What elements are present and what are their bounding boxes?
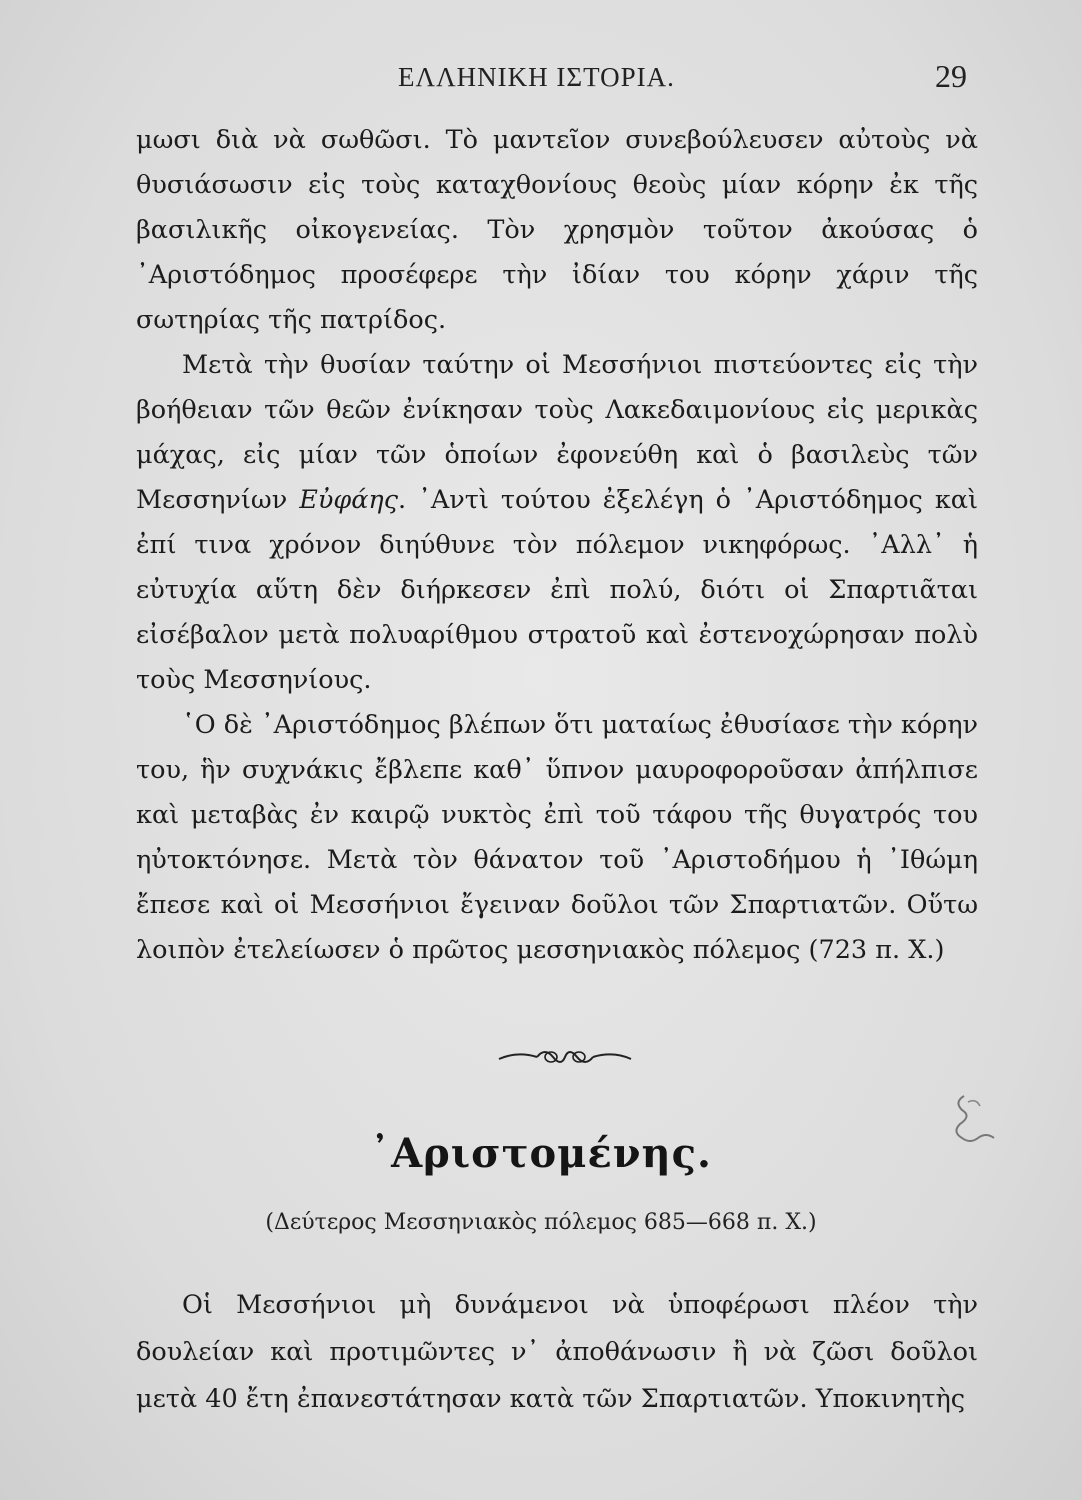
paragraph-2-part-b: . ᾿Αντὶ τούτου ἐξελέγη ὁ ᾿Αριστόδημος καὶ ἐπί τινα χρόνον διηύθυνε τὸν πόλεμον νικηφόρως. ᾿Αλλ᾿ ἡ εὐτυχία αὕτη δὲν διήρκεσεν ἐπὶ πολύ, διότι οἱ Σπαρτιᾶται εἰσέβαλον μετὰ πολυαρίθμου στρατοῦ καὶ ἐστενοχώρησαν πολὺ τοὺς Μεσσηνίους.	[136, 485, 978, 695]
section-title: ᾿Αριστομένης.	[370, 1130, 712, 1177]
section-subtitle: (Δεύτερος Μεσσηνιακὸς πόλεμος 685—668 π. Χ.)	[265, 1210, 817, 1235]
running-title: ΕΛΛΗΝΙΚΗ ΙΣΤΟΡΙΑ.	[398, 62, 675, 92]
section-2-text	[136, 1282, 978, 1423]
paragraph-2-part-a: Μετὰ τὴν θυσίαν ταύτην οἱ Μεσσήνιοι πιστεύοντες εἰς τὴν βοήθειαν τῶν θεῶν ἐνίκησαν τοὺς Λακεδαιμονίους εἰς μερικὰς μάχας, εἰς μίαν τῶν ὁποίων ἐφονεύθη καὶ ὁ βασιλεὺς τῶν Μεσσηνίων	[136, 350, 978, 515]
paragraph-1: μωσι διὰ νὰ σωθῶσι. Τὸ μαντεῖον συνεβούλευσεν αὐτοὺς νὰ θυσιάσωσιν εἰς τοὺς καταχθονίους θεοὺς μίαν κόρην ἐκ τῆς βασιλικῆς οἰκογενείας. Τὸν χρησμὸν τοῦτον ἀκούσας ὁ ᾿Αριστόδημος προσέφερε τὴν ἰδίαν του κόρην χάριν τῆς σωτηρίας τῆς πατρίδος.	[136, 125, 978, 335]
paragraph-3: ῾Ο δὲ ᾿Αριστόδημος βλέπων ὅτι ματαίως ἐθυσίασε τὴν κόρην του, ἣν συχνάκις ἔβλεπε καθ᾿ ὕπνον μαυροφοροῦσαν ἀπήλπισε καὶ μεταβὰς ἐν καιρῷ νυκτὸς ἐπὶ τοῦ τάφου τῆς θυγατρός του ηὐτοκτόνησε. Μετὰ τὸν θάνατον τοῦ ᾿Αριστοδήμου ἡ ᾿Ιθώμη ἔπεσε καὶ οἱ Μεσσήνιοι ἔγειναν δοῦλοι τῶν Σπαρτιατῶν. Οὕτω λοιπὸν ἐτελείωσεν ὁ πρῶτος μεσσηνιακὸς πόλεμος (723 π. Χ.)	[136, 710, 978, 965]
page-number: 29	[935, 58, 967, 94]
section-1-text	[136, 118, 978, 973]
paragraph-2	[136, 343, 978, 703]
paragraph-4: Οἱ Μεσσήνιοι μὴ δυνάμενοι νὰ ὑποφέρωσι πλέον τὴν δουλείαν καὶ προτιμῶντες ν᾿ ἀποθάνωσιν ἢ νὰ ζῶσι δοῦλοι μετὰ 40 ἔτη ἐπανεστάτησαν κατὰ τῶν Σπαρτιατῶν. Υποκινητὴς	[136, 1290, 978, 1414]
section-ornament-icon	[497, 1045, 633, 1069]
paragraph-2-name: Εὐφάης	[299, 485, 398, 515]
running-head	[0, 58, 1082, 98]
